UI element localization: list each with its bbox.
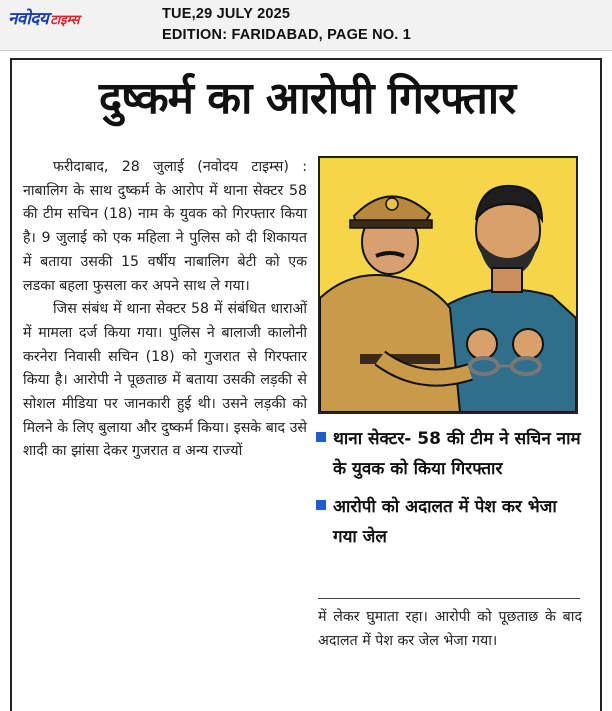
police-arrest-illustration [320, 158, 576, 412]
logo-main-text: नवोदय [8, 9, 49, 29]
article-body-left [23, 156, 307, 464]
article-paragraph: फरीदाबाद, 28 जुलाई (नवोदय टाइम्स) : नाबालिग के साथ दुष्कर्म के आरोप में थाना सेक्टर 58 की टीम सचिन (18) नाम के युवक को गिरफ्तार किया है। 9 जुलाई को एक महिला ने पुलिस को दी शिकायत में बताया उसकी 15 वर्षीय नाबालिग बेटी को एक लडका बहला फुसला कर अपने साथ ले गया। [23, 159, 307, 294]
highlight-text: थाना सेक्टर- 58 की टीम ने सचिन नाम के युवक को किया गिरफ्तार [333, 429, 581, 479]
edition-info: EDITION: FARIDABAD, PAGE NO. 1 [162, 27, 412, 43]
edition-date: TUE,29 JULY 2025 [162, 6, 291, 22]
section-divider [318, 598, 580, 599]
highlight-item [316, 424, 584, 484]
newspaper-logo [8, 6, 80, 32]
article-paragraph: में लेकर घुमाता रहा। आरोपी को पूछताछ के बाद अदालत में पेश कर जेल भेजा गया। [318, 609, 582, 649]
page-header [0, 0, 612, 51]
highlight-text: आरोपी को अदालत में पेश कर भेजा गया जेल [333, 497, 557, 547]
article-paragraph: जिस संबंध में थाना सेक्टर 58 में संबंधित धाराओं में मामला दर्ज किया गया। पुलिस ने बालाजी कालोनी करनेरा निवासी सचिन (18) को गुजरात से गिरफ्तार किया है। आरोपी ने पूछताछ में बताया उसकी लड़की से सोशल मीडिया पर जानकारी हुई थी। उसने लड़की को मिलने के लिए बुलाया और दुष्कर्म किया। इसके बाद उसे शादी का झांसा देकर गुजरात व अन्य राज्यों [23, 301, 307, 460]
highlight-item [316, 492, 584, 552]
square-bullet-icon [316, 500, 326, 510]
article-headline: दुष्कर्म का आरोपी गिरफ्तार [98, 73, 516, 124]
highlight-list [316, 424, 584, 560]
article-illustration [318, 156, 578, 414]
logo-sub-text: टाइम्स [50, 13, 80, 28]
news-clipping [10, 58, 602, 711]
square-bullet-icon [316, 432, 326, 442]
article-body-right [318, 606, 582, 653]
